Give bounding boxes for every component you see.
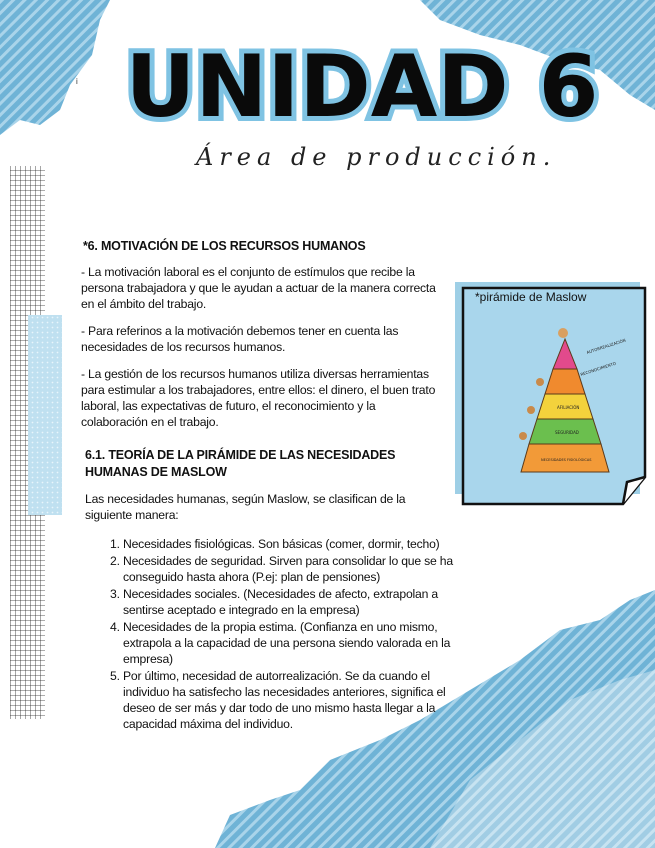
needs-list <box>81 536 469 732</box>
list-item: 4. Necesidades de la propia estima. (Confianza en uno mismo, extrapola a la capacidad de una persona siendo valorada en la empresa) <box>123 619 469 667</box>
list-item: 1. Necesidades fisiológicas. Son básicas (comer, dormir, techo) <box>123 536 469 552</box>
pyramid-label: SEGURIDAD <box>555 430 579 435</box>
pyramid-label: AUTORREALIZACIÓN <box>585 337 627 355</box>
pyramid-label: AFILIACIÓN <box>557 405 580 410</box>
main-content <box>81 238 453 733</box>
section-heading: *6. MOTIVACIÓN DE LOS RECURSOS HUMANOS <box>83 239 366 253</box>
small-mark: i <box>76 77 78 86</box>
list-item: 5. Por último, necesidad de autorrealización. Se da cuando el individuo ha satisfecho las necesidades anteriores, significa el deseo de ser más y dar todo de uno mismo hasta llegar a la capacidad máxima del individuo. <box>123 668 469 732</box>
pyramid-label: RECONOCIMIENTO <box>579 360 617 377</box>
paragraph: - Para referinos a la motivación debemos tener en cuenta las necesidades de los recursos humanos. <box>81 324 399 354</box>
subsection-intro: Las necesidades humanas, según Maslow, se clasifican de la siguiente manera: <box>85 492 406 522</box>
paragraph: - La gestión de los recursos humanos utiliza diversas herramientas para estimular a los trabajadores, entre ellos: el dinero, el buen trato laboral, las expectativas de futuro, el reconocimiento y la colaboración en el trabajo. <box>81 367 436 429</box>
subsection-heading: 6.1. TEORÍA DE LA PIRÁMIDE DE LAS NECESIDADES HUMANAS DE MASLOW <box>85 448 396 479</box>
dotted-strip <box>28 315 62 515</box>
paragraph: - La motivación laboral es el conjunto de estímulos que recibe la persona trabajadora y que le ayudan a actuar de la manera correcta en el ámbito del trabajo. <box>81 265 436 311</box>
pyramid-label: NECESIDADES FISIOLÓGICAS <box>541 458 592 462</box>
list-item: 3. Necesidades sociales. (Necesidades de afecto, extrapolan a sentirse aceptado e integrado en la empresa) <box>123 586 469 618</box>
unit-title-text: UNIDAD 6 <box>125 38 599 137</box>
unit-title <box>92 38 632 138</box>
note-title: *pirámide de Maslow <box>475 290 587 304</box>
area-subtitle: Área de producción. <box>196 143 557 171</box>
list-item: 2. Necesidades de seguridad. Sirven para consolidar lo que se ha conseguido hasta ahora (P.ej: plan de pensiones) <box>123 553 469 585</box>
maslow-note <box>455 282 648 507</box>
